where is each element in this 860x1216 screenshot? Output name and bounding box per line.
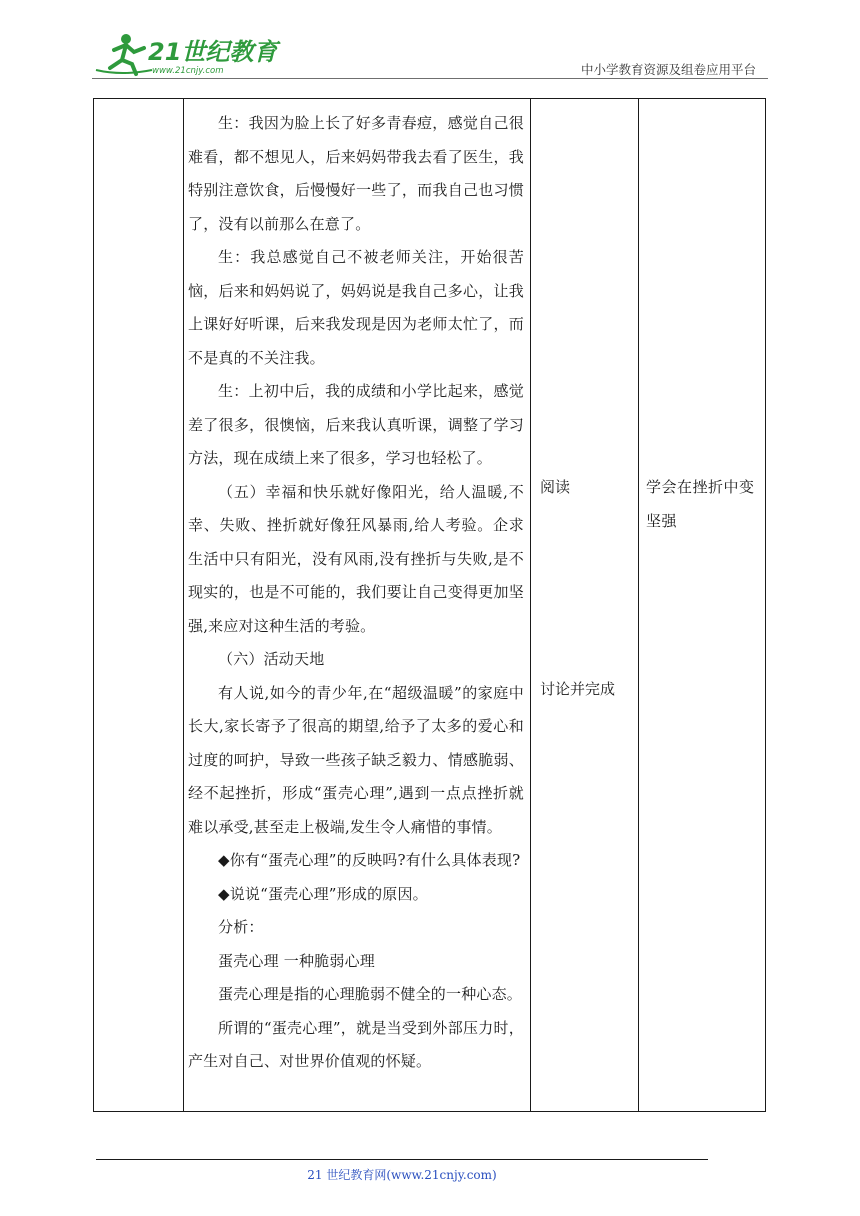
logo-url: www.21cnjy.com [152,66,224,76]
section-five: （五）幸福和快乐就好像阳光，给人温暖,不幸、失败、挫折就好像狂风暴雨,给人考验。企求生活中只有阳光，没有风雨,没有挫折与失败,是不现实的，也是不可能的，我们要让自己变得更加坚强,来应对这种生活的考验。 [188,482,524,635]
runner-logo-icon [92,30,278,78]
lesson-table [93,98,766,1112]
page-header [92,30,768,80]
analysis-heading: 蛋壳心理 一种脆弱心理 [218,951,375,970]
logo-text: 21世纪教育 [148,38,278,66]
analysis-explanation: 所谓的“蛋壳心理”，就是当受到外部压力时，产生对自己、对世界价值观的怀疑。 [188,1018,524,1070]
teaching-process-column [184,99,530,1079]
question-1: ◆你有“蛋壳心理”的反映吗?有什么具体表现? [218,851,521,869]
platform-name: 中小学教育资源及组卷应用平台 [580,62,756,77]
analysis-definition: 蛋壳心理是指的心理脆弱不健全的一种心态。 [218,985,523,1003]
student-response-1: 生：我因为脸上长了好多青春痘，感觉自己很难看，都不想见人，后来妈妈带我去看了医生，我特别注意饮食，后慢慢好一些了，而我自己也习惯了，没有以前那么在意了。 [188,114,524,233]
column-divider [530,99,531,1111]
site-logo [92,30,278,78]
column-divider [638,99,639,1111]
student-response-3: 生：上初中后，我的成绩和小学比起来，感觉差了很多，很懊恼，后来我认真听课，调整了学习方法，现在成绩上来了很多，学习也轻松了。 [188,382,524,467]
footer-divider [96,1159,708,1160]
activity-description: 有人说,如今的青少年,在“超级温暖”的家庭中长大,家长寄予了很高的期望,给予了太多的爱心和过度的呵护，导致一些孩子缺乏毅力、情感脆弱、经不起挫折，形成“蛋壳心理”,遇到一点点挫折就难以承受,甚至走上极端,发生令人痛惜的事情。 [188,683,524,836]
student-response-2: 生：我总感觉自己不被老师关注，开始很苦恼，后来和妈妈说了，妈妈说是我自己多心，让我上课好好听课，后来我发现是因为老师太忙了，而不是真的不关注我。 [188,248,524,367]
section-six-title: （六）活动天地 [218,650,325,668]
student-activity-discussion: 讨论并完成 [540,680,616,698]
analysis-label: 分析： [218,918,264,936]
student-activity-reading: 阅读 [540,478,571,496]
header-divider [92,78,768,79]
question-2: ◆说说“蛋壳心理”形成的原因。 [218,884,428,903]
design-intent: 学会在挫折中变坚强 [646,478,755,530]
footer-site-link[interactable]: 21 世纪教育网(www.21cnjy.com) [307,1168,497,1182]
